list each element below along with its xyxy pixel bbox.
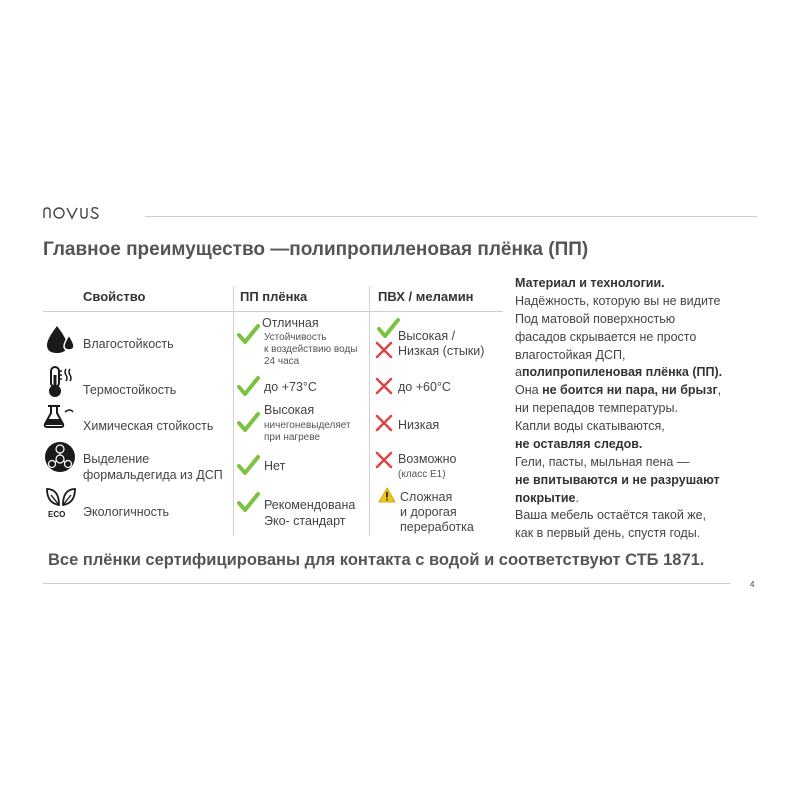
page-title: Главное преимущество —полипропиленовая плёнка (ПП) (43, 239, 589, 260)
check-icon (236, 374, 260, 398)
thermometer-icon (43, 365, 77, 399)
eco-leaves-icon (43, 485, 77, 521)
property-moisture: Влагостойкость (83, 337, 174, 351)
novus-logo (43, 206, 105, 223)
pp-moisture-value: Отличная (262, 316, 319, 330)
water-drop-icon (43, 323, 77, 357)
right-line-1: Надёжность, которую вы не видите (515, 294, 721, 308)
eco-label: ECO (48, 510, 66, 519)
right-line-9: не оставляя следов. (515, 437, 643, 451)
pp-chemical-note: ничегоневыделяет при нагреве (264, 420, 351, 443)
right-line-13: Ваша мебель остаётся такой же, (515, 508, 707, 522)
table-col-divider-2 (369, 286, 370, 536)
pvc-formaldehyde-value: Возможно (398, 452, 457, 466)
cross-icon (374, 376, 394, 396)
check-icon (236, 453, 260, 477)
property-chemical: Химическая стойкость (83, 419, 214, 433)
right-line-5-b: полипропиленовая плёнка (ПП). (521, 365, 723, 379)
table-header-rule (43, 311, 503, 312)
cross-icon (374, 340, 394, 360)
col-header-pp: ПП плёнка (240, 289, 308, 304)
right-line-12-b: . (575, 491, 579, 505)
novus-logo-mark (43, 206, 105, 220)
right-line-6-a: Она (515, 383, 543, 397)
pp-formaldehyde-value: Нет (264, 459, 286, 473)
col-header-property: Свойство (83, 289, 146, 304)
pp-moisture-note: Устойчивость к воздействию воды 24 часа (264, 332, 358, 367)
cross-icon (374, 413, 394, 433)
flask-icon (43, 402, 77, 430)
table-col-divider-1 (233, 286, 234, 536)
pp-thermal-value: до +73°C (264, 380, 317, 394)
right-line-14: как в первый день, спустя годы. (515, 526, 701, 540)
footer-divider (43, 583, 731, 584)
header-divider (145, 216, 757, 217)
right-line-11: не впитываются и не разрушают (515, 473, 720, 487)
right-heading: Материал и технологии. (515, 276, 665, 290)
cross-icon (374, 450, 394, 470)
pvc-thermal-value: до +60°C (398, 380, 451, 394)
pp-eco-value: Рекомендована Эко- стандарт (264, 498, 356, 528)
right-line-12-a: покрытие (515, 491, 576, 505)
right-line-8: Капли воды скатываются, (515, 419, 665, 433)
right-line-10: Гели, пасты, мыльная пена — (515, 455, 690, 469)
formaldehyde-molecule-icon (43, 440, 77, 474)
pvc-chemical-value: Низкая (398, 418, 440, 432)
check-icon (376, 316, 400, 340)
warning-icon (378, 487, 396, 503)
right-line-6-c: , (717, 383, 722, 397)
property-thermal: Термостойкость (83, 383, 177, 397)
pp-chemical-value: Высокая (264, 403, 315, 417)
property-formaldehyde: Выделение формальдегида из ДСП (83, 452, 223, 482)
pvc-eco-value: Сложная и дорогая переработка (400, 490, 474, 534)
right-line-2: Под матовой поверхностью (515, 312, 676, 326)
right-line-3: фасадов скрывается не просто (515, 330, 697, 344)
check-icon (236, 322, 260, 346)
right-line-6-b: не боится ни пара, ни брызг (542, 383, 718, 397)
right-line-7: ни перепадов температуры. (515, 401, 678, 415)
check-icon (236, 410, 260, 434)
right-line-4: влагостойкая ДСП, (515, 348, 626, 362)
right-line-5 (515, 364, 722, 382)
pvc-moisture-value: Высокая / Низкая (стыки) (398, 329, 485, 358)
right-line-12 (515, 490, 579, 508)
right-line-6 (515, 382, 721, 400)
certification-statement: Все плёнки сертифицированы для контакта с водой и соответствуют СТБ 1871. (48, 551, 705, 569)
pvc-formaldehyde-note: (класс Е1) (398, 469, 446, 480)
page-number: 4 (750, 580, 755, 589)
property-eco: Экологичность (83, 505, 170, 519)
right-line-5-a: а (515, 365, 522, 379)
col-header-pvc: ПВХ / меламин (378, 289, 474, 304)
check-icon (236, 490, 260, 514)
